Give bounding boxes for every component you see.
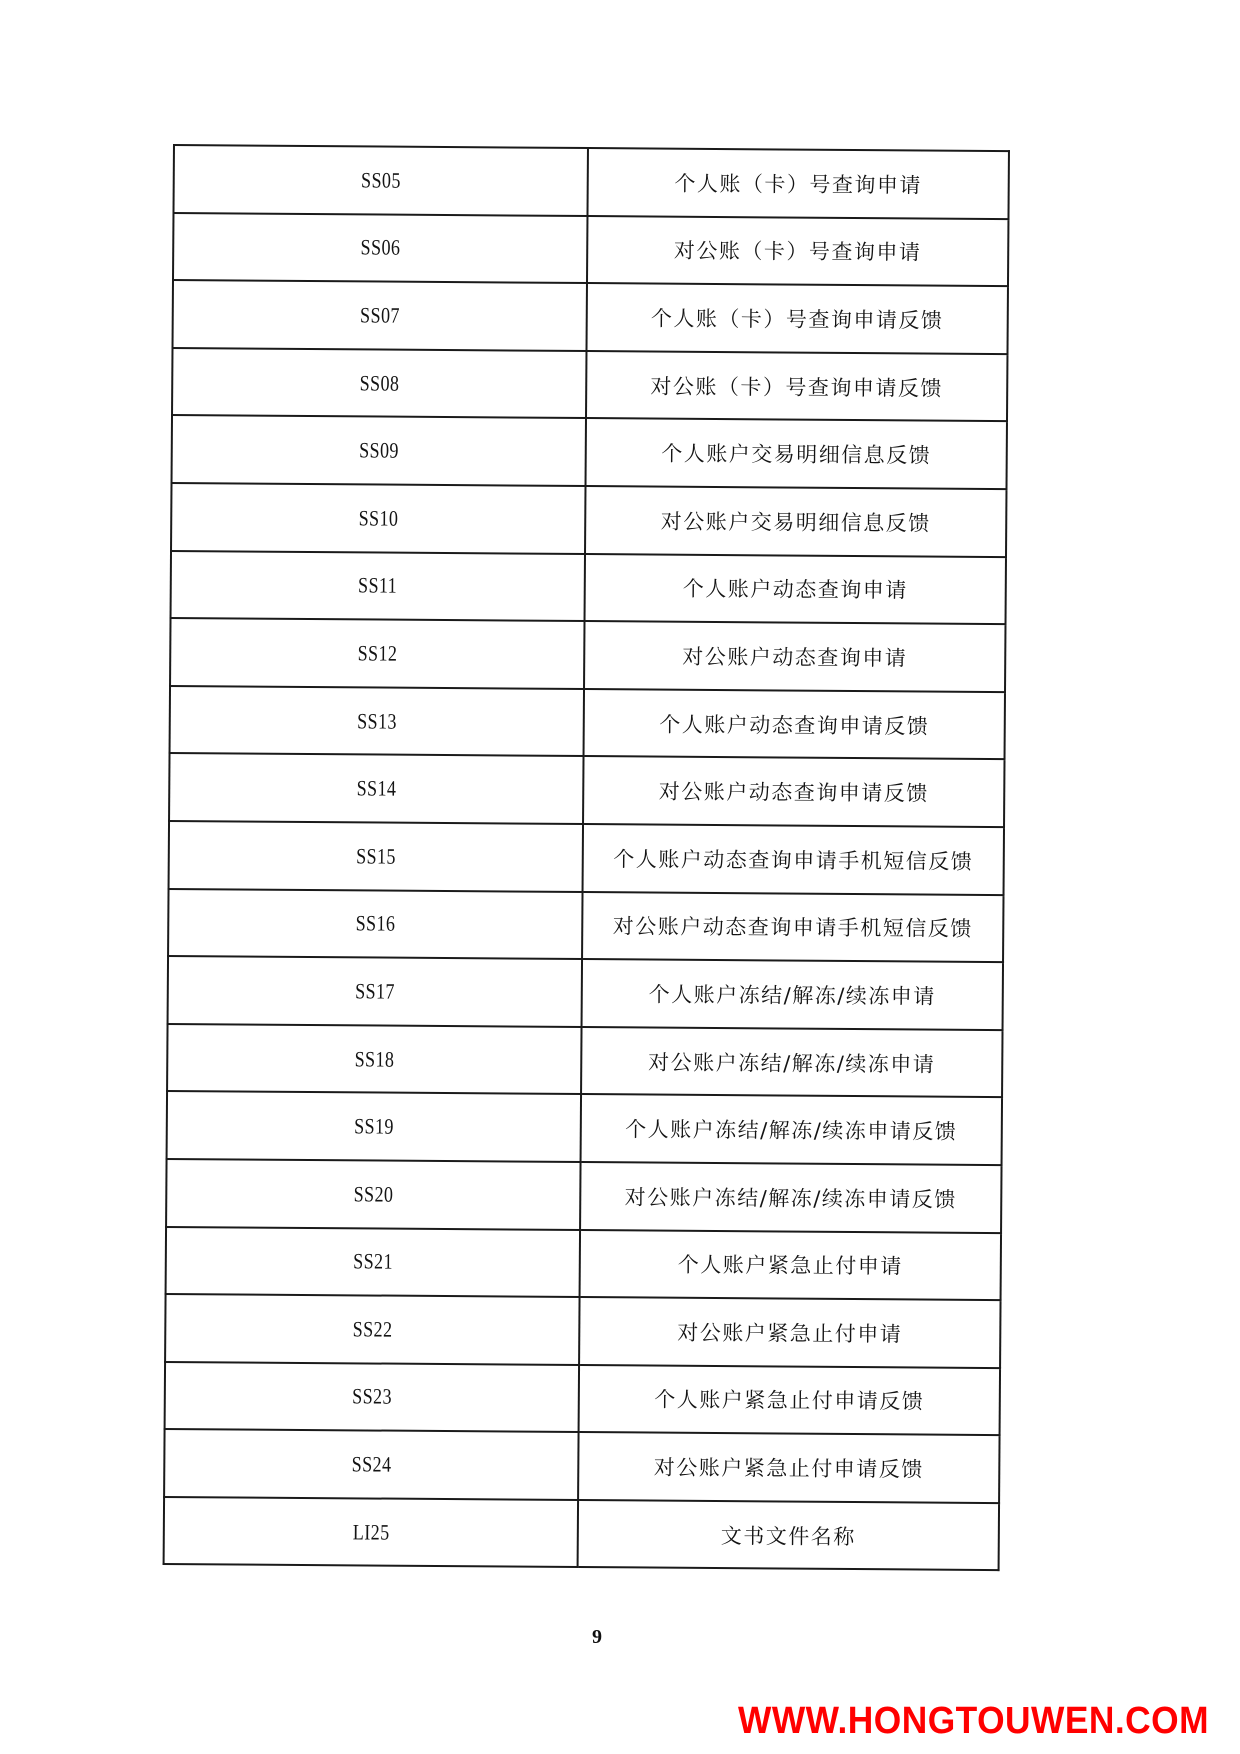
code-cell <box>172 415 586 486</box>
name-text: 个人账户冻结/解冻/续冻申请 <box>648 982 936 1009</box>
name-text: 对公账户动态查询申请 <box>682 644 908 671</box>
name-cell <box>584 689 1005 760</box>
name-text: 对公账户动态查询申请反馈 <box>658 779 929 806</box>
table-row <box>170 686 1005 760</box>
name-text: 个人账户动态查询申请手机短信反馈 <box>613 846 974 874</box>
code-text: SS08 <box>359 369 400 396</box>
code-text: SS18 <box>354 1045 395 1072</box>
name-cell <box>587 148 1008 219</box>
name-cell <box>586 283 1007 354</box>
code-cell <box>164 1497 578 1568</box>
name-cell <box>581 1094 1002 1165</box>
name-cell <box>580 1230 1001 1301</box>
code-cell <box>166 1226 580 1297</box>
name-cell <box>586 418 1007 489</box>
code-text: SS13 <box>356 707 397 734</box>
name-cell <box>584 621 1005 692</box>
code-cell <box>171 551 585 622</box>
name-cell <box>579 1365 1000 1436</box>
code-text: SS05 <box>360 167 401 193</box>
code-cell <box>164 1429 578 1500</box>
code-text: SS07 <box>359 302 400 328</box>
watermark-text: WWW.HONGTOUWEN.COM <box>738 1700 1210 1742</box>
name-text: 个人账户紧急止付申请反馈 <box>654 1388 925 1415</box>
code-cell <box>168 956 582 1027</box>
name-cell <box>580 1162 1001 1233</box>
code-text: SS19 <box>353 1113 394 1139</box>
name-cell <box>585 486 1006 557</box>
name-cell <box>585 554 1006 625</box>
name-cell <box>582 892 1003 963</box>
code-cell <box>169 753 583 824</box>
name-text: 个人账户动态查询申请反馈 <box>659 712 930 739</box>
code-cell <box>165 1362 579 1433</box>
page-number: 9 <box>592 1626 602 1648</box>
code-name-table <box>163 144 1010 1572</box>
table-row <box>172 348 1007 422</box>
name-cell <box>579 1297 1000 1368</box>
name-cell <box>583 824 1004 895</box>
table-row <box>164 1497 999 1571</box>
code-text: SS23 <box>351 1383 392 1410</box>
code-cell <box>168 889 582 960</box>
code-text: SS15 <box>355 843 396 869</box>
table-row <box>172 415 1007 489</box>
table-row <box>166 1159 1001 1233</box>
name-text: 对公账（卡）号查询申请反馈 <box>650 374 944 401</box>
code-text: SS16 <box>355 910 396 936</box>
table-row <box>165 1362 1000 1436</box>
table-row <box>170 618 1005 692</box>
code-cell <box>171 483 585 554</box>
code-text: SS22 <box>352 1316 393 1342</box>
name-text: 个人账户冻结/解冻/续冻申请反馈 <box>625 1117 958 1144</box>
code-text: SS14 <box>356 775 397 801</box>
table-row <box>166 1226 1001 1300</box>
table-row <box>169 821 1004 895</box>
table-row <box>171 483 1006 557</box>
table-row <box>164 1429 999 1503</box>
code-text: SS20 <box>353 1181 394 1207</box>
name-text: 个人账户动态查询申请 <box>682 577 908 603</box>
code-text: SS10 <box>358 505 399 531</box>
table-row <box>173 280 1008 354</box>
code-cell <box>170 618 584 689</box>
name-text: 对公账户冻结/解冻/续冻申请反馈 <box>624 1185 957 1212</box>
code-text: LI25 <box>352 1519 390 1545</box>
name-text: 个人账（卡）号查询申请 <box>674 171 923 198</box>
name-cell <box>582 959 1003 1030</box>
table-row <box>168 889 1003 963</box>
name-text: 个人账户交易明细信息反馈 <box>661 441 932 468</box>
code-cell <box>173 213 587 284</box>
table-row <box>167 1091 1002 1165</box>
name-text: 对公账户动态查询申请手机短信反馈 <box>612 914 973 942</box>
code-cell <box>166 1159 580 1230</box>
name-text: 对公账户冻结/解冻/续冻申请 <box>648 1050 936 1077</box>
name-cell <box>587 216 1008 287</box>
table-row <box>167 1024 1002 1098</box>
code-text: SS17 <box>354 978 395 1004</box>
name-text: 对公账户紧急止付申请反馈 <box>653 1455 924 1482</box>
code-text: SS12 <box>357 640 398 666</box>
code-text: SS06 <box>360 234 401 261</box>
code-cell <box>173 280 587 351</box>
table-row <box>165 1294 1000 1368</box>
code-text: SS09 <box>358 437 399 463</box>
code-text: SS21 <box>352 1248 393 1274</box>
code-text: SS24 <box>351 1451 392 1477</box>
table-row <box>173 213 1008 287</box>
name-text: 个人账（卡）号查询申请反馈 <box>650 306 944 333</box>
name-text: 对公账户紧急止付申请 <box>677 1320 903 1347</box>
name-text: 个人账户紧急止付申请 <box>677 1253 903 1279</box>
code-cell <box>172 348 586 419</box>
name-text: 对公账户交易明细信息反馈 <box>660 509 931 536</box>
code-cell <box>170 686 584 757</box>
name-cell <box>583 756 1004 827</box>
table-row <box>169 753 1004 827</box>
table-row <box>173 145 1008 219</box>
code-text: SS11 <box>358 572 398 599</box>
name-cell <box>581 1027 1002 1098</box>
code-cell <box>173 145 587 216</box>
code-cell <box>169 821 583 892</box>
table-row <box>168 956 1003 1030</box>
table-row <box>171 551 1006 625</box>
name-cell <box>586 351 1007 422</box>
name-text: 对公账（卡）号查询申请 <box>673 239 922 265</box>
code-cell <box>165 1294 579 1365</box>
code-cell <box>167 1024 581 1095</box>
code-cell <box>167 1091 581 1162</box>
name-cell <box>578 1432 999 1503</box>
name-text: 文书文件名称 <box>720 1523 856 1549</box>
name-cell <box>578 1500 999 1571</box>
